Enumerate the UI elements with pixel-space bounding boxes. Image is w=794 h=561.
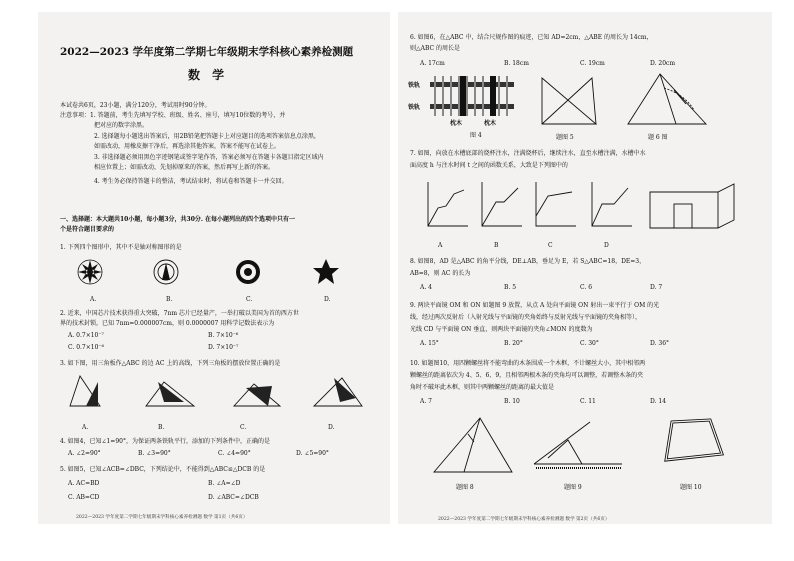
q4-option: B. ∠3=90° (138, 450, 171, 457)
q10-option: A. 7 (420, 398, 432, 405)
q4-option: D. ∠5=90° (296, 450, 329, 457)
question-6-line: 则△ABC 的周长是 (410, 45, 460, 52)
q9-option: A. 15° (420, 340, 439, 347)
figure-caption: 图 4 (470, 132, 482, 139)
q3-option: D. (328, 424, 335, 431)
figure-caption: 题图 8 (456, 484, 474, 491)
figure-5 (534, 74, 606, 130)
q2-option: B. 7×10⁻⁶ (208, 332, 239, 339)
question-8-line: 8. 如图8，AD 是△ABC 的角平分线，DE⊥AB，垂足为 E，若 S△ABC=18，DE=3， (410, 258, 646, 265)
q6-option: D. 20cm (650, 60, 676, 67)
q5-option: B. ∠A=∠D (208, 480, 241, 487)
q8-option: C. 6 (580, 284, 593, 291)
question-10-line: 10. 如题图10，用四颗螺丝将不能弯曲的木条围成一个木框，不计螺丝大小，其中相邻两 (410, 360, 646, 367)
question-1: 1. 下列四个图形中，其中不是轴对称图形的是 (60, 244, 182, 251)
figure-9 (528, 416, 628, 478)
figure-8 (430, 414, 516, 478)
rail-label: 枕木 (450, 120, 463, 127)
exam-title: 2022—2023 学年度第二学期七年级期末学科核心素养检测题 (60, 46, 354, 58)
figure-caption: 题图 9 (564, 484, 582, 491)
figure-10 (662, 416, 728, 472)
q3-option: B. (158, 424, 165, 431)
q5-option: C. AB=CD (68, 494, 100, 501)
q9-option: B. 20° (504, 340, 523, 347)
q7-option: A (438, 242, 443, 249)
q2-option: C. 0.7×10⁻⁶ (68, 344, 104, 351)
q10-option: C. 11 (580, 398, 596, 405)
note-line: 如需改动，用橡皮擦干净后，再选涂其他答案，答案不能写在试卷上。 (94, 143, 281, 150)
question-8-line: AB=8，则 AC 的长为 (410, 270, 471, 277)
question-6-line: 6. 如图6，在△ABC 中，结合尺规作图的痕迹，已知 AD=2cm，△ABE 的周长为 14cm， (410, 34, 653, 41)
concentric-figure (154, 260, 178, 284)
q7-option: B (494, 242, 499, 249)
q6-option: A. 17cm (420, 60, 445, 67)
q1-option: D. (324, 296, 331, 303)
rail-figure (430, 76, 520, 120)
q8-option: B. 5 (504, 284, 517, 291)
q2-option: A. 0.7×10⁻⁷ (68, 332, 104, 339)
question-10-line: 颗螺丝的距离依次为 4、5、6、9，且相邻两根木条的夹角均可以调整，若调整木条的夹 (410, 372, 644, 379)
figure-caption: 题 6 图 (648, 134, 668, 141)
note-line: 把对应的数字涂黑。 (94, 122, 149, 129)
right-page (398, 12, 772, 524)
q10-option: D. 14 (650, 398, 667, 405)
note-line: 3. 非选择题必须用黑色字迹钢笔或签字笔作答，答案必须写在答题卡各题目指定区域内 (94, 154, 324, 161)
q7-option: C (548, 242, 553, 249)
rail-label: 铁轨 (408, 104, 421, 111)
q1-option: A. (90, 296, 97, 303)
rail-label: 铁轨 (408, 82, 421, 89)
q1-option: B. (166, 296, 173, 303)
note-line: 4. 考生务必保持答题卡的整洁，考试结束时，将试卷和答题卡一并交回。 (94, 178, 288, 185)
subject-title: 数 学 (188, 68, 229, 82)
section-header-2: 个是符合题目要求的 (60, 226, 115, 233)
note-line: 相应位置上；如需改动，先划掉原来的答案，然后再写上新的答案。 (94, 164, 275, 171)
figure-6 (624, 70, 714, 130)
star-figure (313, 259, 339, 284)
q9-option: C. 30° (580, 340, 599, 347)
left-page (38, 12, 390, 524)
question-7-line: 面高度 h 与注水时间 t 之间的函数关系，大致是下列图中的 (410, 162, 568, 169)
q7-option: D (604, 242, 609, 249)
question-9-line: 光线 CD 与平面镜 ON 垂直，则两块平面镜的夹角∠MON 的度数为 (410, 326, 593, 333)
note-line: 本试卷共6页，23小题，满分120分，考试用时90分钟。 (60, 102, 211, 109)
q5-option: A. AC=BD (68, 480, 100, 487)
q5-option: D. ∠ABC=∠DCB (208, 494, 259, 501)
question-2-line: 2. 近来，中国芯片技术获得重大突破，7nm 芯片已经量产，一举打破以美国为首的西方世 (60, 310, 299, 317)
section-header: 一、选择题：本大题共10小题，每小题3分，共30分. 在每小题列出的四个选项中只有一 (60, 216, 296, 223)
note-line: 注意事项：1. 答题前，考生先填写学校、班级、姓名、座号，填写10位数的考号，并 (60, 112, 286, 119)
q9-option: D. 36° (650, 340, 670, 347)
rail-label: 枕木 (484, 120, 497, 127)
note-line: 2. 选择题每小题选出答案后，用2B铅笔把答题卡上对应题目的选项答案信息点涂黑， (94, 133, 320, 140)
question-4: 4. 如图4，已知∠1=90°，为保证两条铁轨平行，添加的下列条件中，正确的是 (60, 438, 270, 445)
q6-option: C. 19cm (580, 60, 605, 67)
question-3: 3. 如下图，用三角板作△ABC 的边 AC 上的高线，下列三角板的摆放位置正确的是 (60, 360, 281, 367)
q3-option: A. (82, 424, 89, 431)
sunburst-figure (78, 260, 102, 284)
q4-option: A. ∠2=90° (68, 450, 101, 457)
q1-figures (78, 258, 378, 292)
q1-option: C. (246, 296, 253, 303)
q8-option: D. 7 (650, 284, 663, 291)
q6-option: B. 18cm (504, 60, 529, 67)
q7-graphs (420, 180, 760, 236)
spiral-figure (236, 260, 260, 284)
figure-caption: 题图 5 (556, 134, 574, 141)
q10-option: B. 10 (504, 398, 520, 405)
question-10-line: 角时不破坏此木框，则其中两颗螺丝的距离的最大值是 (410, 384, 555, 391)
q3-option: C. (240, 424, 247, 431)
q3-figures (60, 372, 380, 412)
question-5: 5. 如图5，已知∠ACB=∠DBC，下列结论中，不能得到△ABC≌△DCB 的是 (60, 466, 266, 473)
question-7-line: 7. 如图，向放在水槽底部的烧杯注水，注满烧杯后，继续注水，直至水槽注满，水槽中水 (410, 150, 646, 157)
q8-option: A. 4 (420, 284, 432, 291)
figure-caption: 题图 10 (680, 484, 702, 491)
page-footer: 2022—2023 学年度第二学期七年级期末学科核心素养检测题 数学 第1页（共6页） (76, 515, 248, 520)
question-2-line: 界的技术封锁，已知 7nm=0.000007cm，则 0.0000007 用科学记数法表示为 (60, 320, 275, 327)
page-footer: 2022—2023 学年度第二学期七年级期末学科核心素养检测题 数学 第2页（共6页） (438, 517, 610, 522)
q2-option: D. 7×10⁻⁷ (208, 344, 239, 351)
question-9-line: 线，经过两次反射后（入射光线与平面镜的夹角始终与反射光线与平面镜的夹角相等）， (410, 314, 642, 321)
q4-option: C. ∠4=90° (218, 450, 251, 457)
question-9-line: 9. 两块平面镜 OM 和 ON 如题图 9 放置，从点 A 处向平面镜 ON 射出一束平行于 OM 的光 (410, 302, 660, 309)
